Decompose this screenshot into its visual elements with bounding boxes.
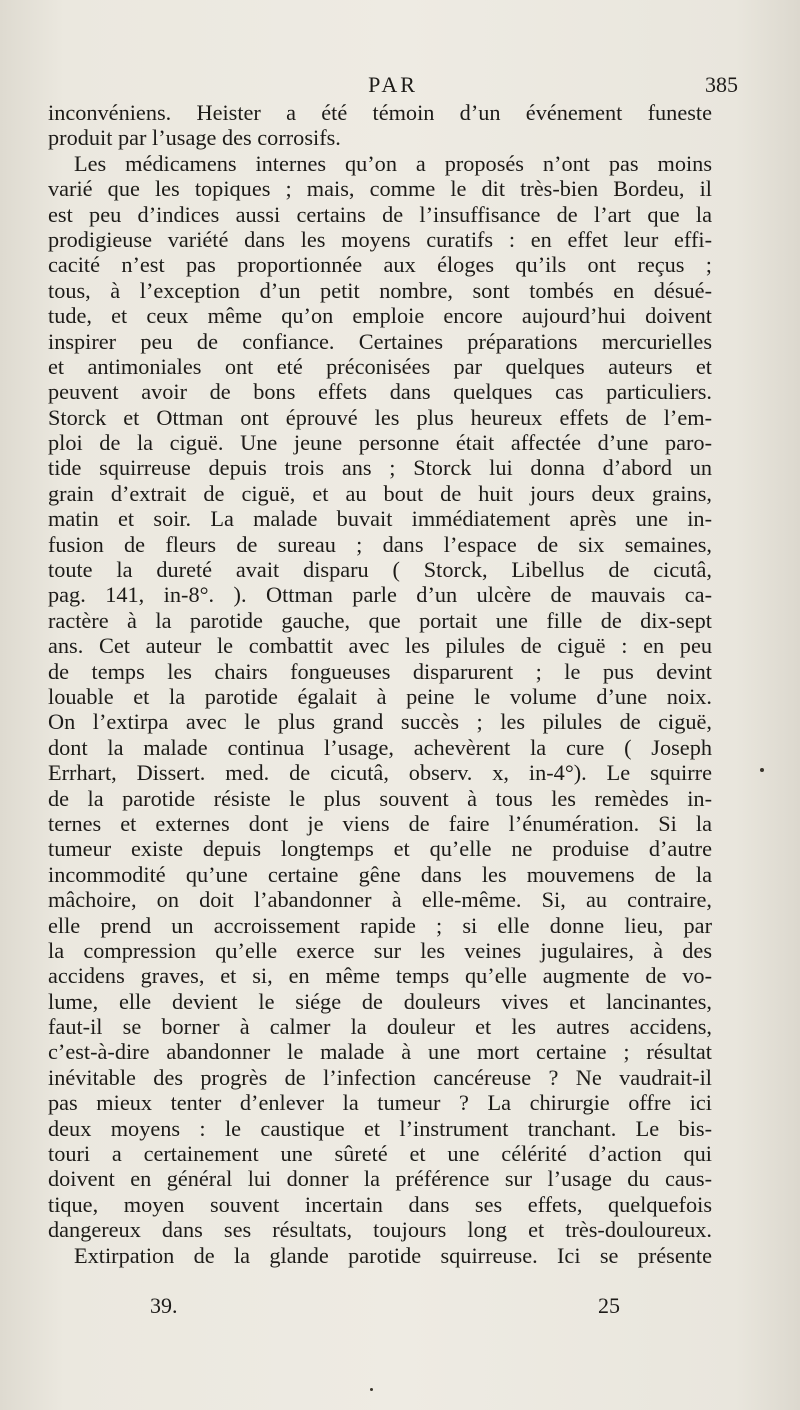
ink-speck <box>370 1388 373 1391</box>
text-line: Errhart, Dissert. med. de cicutâ, observ. x, in-4°). Le squirre <box>48 760 712 786</box>
text-line: toute la dureté avait disparu ( Storck, Libellus de cicutâ, <box>48 557 712 583</box>
text-line: peuvent avoir de bons effets dans quelques cas particuliers. <box>48 379 712 405</box>
text-line: incommodité qu’une certaine gêne dans les mouvemens de la <box>48 861 712 887</box>
text-line: inspirer peu de confiance. Certaines préparations mercurielles <box>48 328 712 354</box>
text-line: elle prend un accroissement rapide ; si elle donne lieu, par <box>48 912 712 938</box>
text-line: mâchoire, on doit l’abandonner à elle-même. Si, au contraire, <box>48 887 712 913</box>
text-line: est peu d’indices aussi certains de l’insuffisance de l’art que la <box>48 201 712 227</box>
text-line: tude, et ceux même qu’on emploie encore aujourd’hui doivent <box>48 303 712 329</box>
page-number: 385 <box>705 72 738 97</box>
text-line: prodigieuse variété dans les moyens curatifs : en effet leur effi- <box>48 226 712 252</box>
text-line: On l’extirpa avec le plus grand succès ; les pilules de ciguë, <box>48 709 712 735</box>
text-line: matin et soir. La malade buvait immédiatement après une in- <box>48 506 712 532</box>
text-line: dangereux dans ses résultats, toujours long et très-douloureux. <box>48 1217 712 1243</box>
text-line: tide squirreuse depuis trois ans ; Storck lui donna d’abord un <box>48 455 712 481</box>
text-line: doivent en général lui donner la préférence sur l’usage du caus- <box>48 1166 712 1192</box>
text-line: grain d’extrait de ciguë, et au bout de huit jours deux grains, <box>48 480 712 506</box>
text-line: pas mieux tenter d’enlever la tumeur ? La chirurgie offre ici <box>48 1090 712 1116</box>
text-line: inconvéniens. Heister a été témoin d’un événement funeste <box>48 100 712 125</box>
text-line: varié que les topiques ; mais, comme le dit très-bien Bordeu, il <box>48 176 712 202</box>
text-line: et antimoniales ont eté préconisées par quelques auteurs et <box>48 353 712 379</box>
text-line: Extirpation de la glande parotide squirreuse. Ici se présente <box>74 1242 712 1268</box>
text-line: inévitable des progrès de l’infection cancéreuse ? Ne vaudrait-il <box>48 1064 712 1090</box>
text-line: ternes et externes dont je viens de faire l’énumération. Si la <box>48 810 712 836</box>
text-line: Les médicamens internes qu’on a proposés n’ont pas moins <box>74 150 712 176</box>
text-line: produit par l’usage des corrosifs. <box>48 125 341 151</box>
text-line: accidens graves, et si, en même temps qu’elle augmente de vo- <box>48 963 712 989</box>
folio-number: 25 <box>598 1293 620 1318</box>
text-line: c’est-à-dire abandonner le malade à une mort certaine ; résultat <box>48 1039 712 1065</box>
text-line: touri a certainement une sûreté et une célérité d’action qui <box>48 1141 712 1167</box>
text-line: lume, elle devient le siége de douleurs vives et lancinantes, <box>48 988 712 1014</box>
text-line: louable et la parotide égalait à peine le volume d’une noix. <box>48 683 712 709</box>
page-header <box>48 72 738 102</box>
ink-speck <box>760 768 764 772</box>
text-line: pag. 141, in-8°. ). Ottman parle d’un ulcère de mauvais ca- <box>48 582 712 608</box>
running-head: PAR <box>368 72 418 97</box>
text-line: ractère à la parotide gauche, que portait une fille de dix-sept <box>48 607 712 633</box>
text-line: cacité n’est pas proportionnée aux éloges qu’ils ont reçus ; <box>48 252 712 278</box>
text-line: deux moyens : le caustique et l’instrument tranchant. Le bis- <box>48 1115 712 1141</box>
text-line: ans. Cet auteur le combattit avec les pilules de ciguë : en peu <box>48 633 712 659</box>
text-line: Storck et Ottman ont éprouvé les plus heureux effets de l’em- <box>48 404 712 430</box>
page-footer <box>150 1293 620 1323</box>
text-line: dont la malade continua l’usage, achevèrent la cure ( Joseph <box>48 734 712 760</box>
text-line: de temps les chairs fongueuses disparurent ; le pus devint <box>48 658 712 684</box>
text-line: tous, à l’exception d’un petit nombre, sont tombés en désué- <box>48 277 712 303</box>
text-line: la compression qu’elle exerce sur les veines jugulaires, à des <box>48 937 712 963</box>
signature-mark: 39. <box>150 1293 178 1318</box>
text-line: faut-il se borner à calmer la douleur et les autres accidens, <box>48 1014 712 1040</box>
text-line: ploi de la ciguë. Une jeune personne était affectée d’une paro- <box>48 430 712 456</box>
text-line: tumeur existe depuis longtemps et qu’elle ne produise d’autre <box>48 836 712 862</box>
text-line: fusion de fleurs de sureau ; dans l’espace de six semaines, <box>48 531 712 557</box>
text-line: tique, moyen souvent incertain dans ses effets, quelquefois <box>48 1191 712 1217</box>
body-text <box>48 100 712 1268</box>
text-line: de la parotide résiste le plus souvent à tous les remèdes in- <box>48 785 712 811</box>
